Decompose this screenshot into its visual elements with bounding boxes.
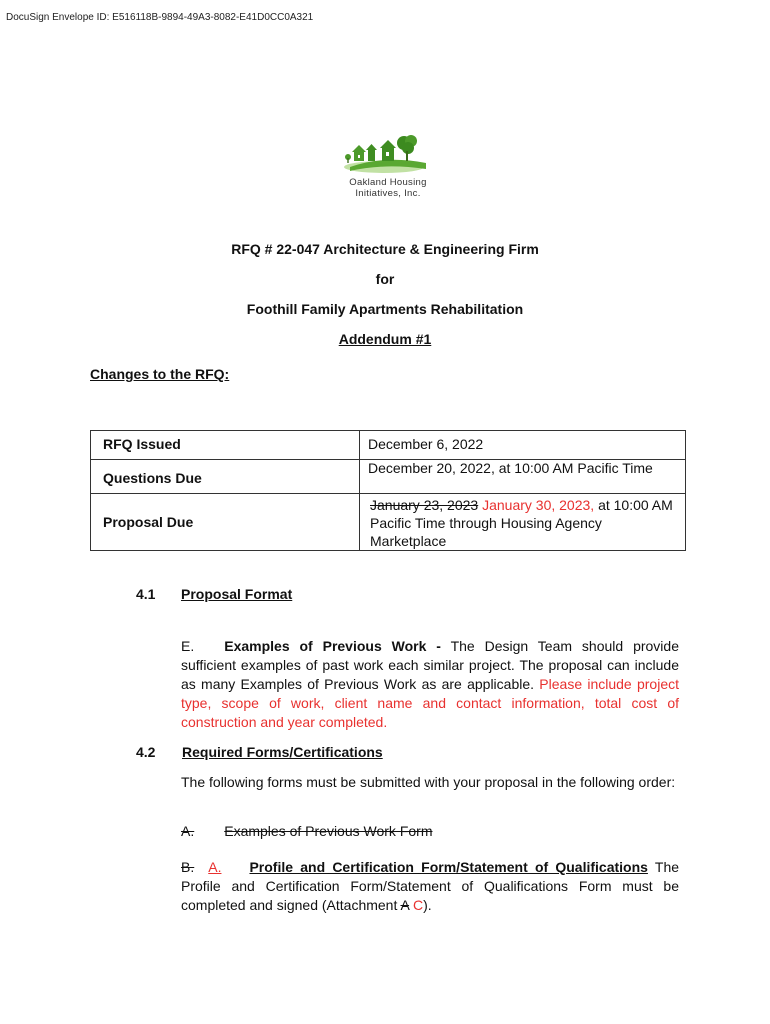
item-b-paragraph: [181, 858, 679, 915]
section-4-2-title: Required Forms/Certifications: [182, 744, 383, 760]
item-a-letter: A.: [181, 823, 195, 839]
forms-intro: The following forms must be submitted with your proposal in the following order:: [181, 774, 676, 790]
title-for: for: [375, 271, 395, 287]
proposal-location-1: Pacific Time through Housing Agency: [370, 515, 602, 531]
logo-line-1: Oakland Housing: [349, 177, 427, 188]
changes-heading: Changes to the RFQ:: [90, 366, 230, 382]
rfq-issued-label: RFQ Issued: [91, 431, 360, 460]
project-name: Foothill Family Apartments Rehabilitation: [246, 301, 524, 317]
envelope-id: DocuSign Envelope ID: E516118B-9894-49A3-8082-E41D0CC0A321: [6, 12, 314, 23]
item-a-line: [181, 822, 679, 841]
old-proposal-date: January 23, 2023: [370, 497, 479, 513]
item-b-new-letter: A.: [208, 859, 222, 875]
document-title: RFQ # 22-047 Architecture & Engineering Firm: [231, 241, 539, 257]
proposal-due-label: Proposal Due: [91, 494, 360, 551]
proposal-due-value: [360, 494, 686, 551]
questions-due-value: December 20, 2022, at 10:00 AM Pacific Time: [360, 460, 686, 494]
item-e-letter: E.: [181, 638, 195, 654]
section-4-2-number: 4.2: [136, 744, 156, 760]
item-a-text: Examples of Previous Work Form: [224, 823, 433, 839]
table-row: [91, 494, 686, 551]
dates-table: [90, 430, 686, 551]
rfq-issued-value: December 6, 2022: [360, 431, 686, 460]
proposal-location-2: Marketplace: [370, 533, 447, 549]
item-b-new-attachment: C: [412, 897, 424, 913]
item-b-text: The Profile and Certification Form/Statement of Qualifications Form must be completed and signed (Attachment: [181, 859, 680, 913]
item-e-text: The Design Team should provide sufficient examples of past work each similar project. The proposal can include as many Examples of Previous Work as are applicable.: [181, 638, 679, 692]
previous-work-paragraph: [181, 637, 679, 732]
table-row: [91, 460, 686, 494]
item-b-old-letter: B.: [181, 859, 195, 875]
new-proposal-date: January 30, 2023,: [482, 497, 595, 513]
proposal-time: at 10:00 AM: [598, 497, 673, 513]
section-4-1-number: 4.1: [136, 586, 156, 602]
questions-due-label: Questions Due: [91, 460, 360, 494]
organization-logo: [338, 133, 438, 199]
addendum-label: Addendum #1: [338, 331, 432, 347]
item-b-old-attachment: A: [400, 897, 410, 913]
item-b-end: ).: [423, 897, 432, 913]
item-b-title: Profile and Certification Form/Statement of Qualifications: [249, 859, 648, 875]
item-e-title: Examples of Previous Work -: [224, 638, 441, 654]
section-4-1-title: Proposal Format: [181, 586, 293, 602]
addendum-heading: [0, 331, 770, 347]
logo-line-2: Initiatives, Inc.: [355, 188, 421, 199]
logo-houses-trees-icon: [338, 133, 438, 175]
table-row: [91, 431, 686, 460]
item-e-added-text: Please include project type, scope of work, client name and contact information, total cost of construction and year completed.: [181, 676, 679, 730]
